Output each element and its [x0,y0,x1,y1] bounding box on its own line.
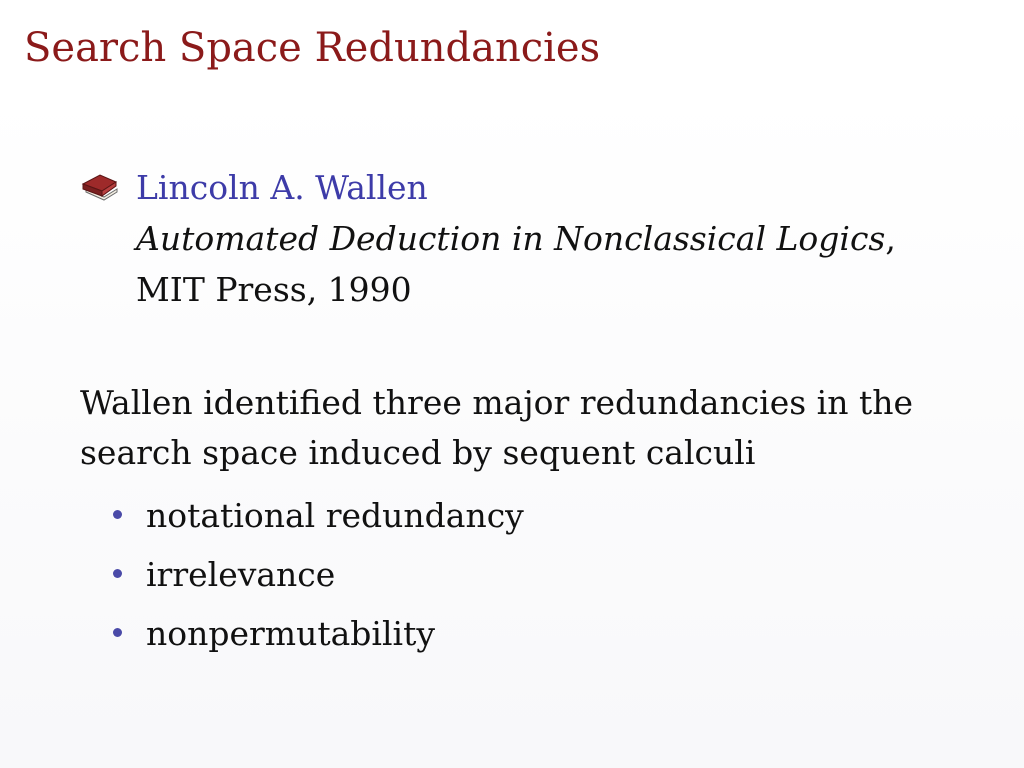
bullet-icon [113,569,122,578]
body-line-2: search space induced by sequent calculi [80,433,756,472]
list-item-label: notational redundancy [146,496,524,535]
list-item-label: nonpermutability [146,614,435,653]
bullet-icon [113,510,122,519]
reference-publisher-year: MIT Press, 1990 [136,270,412,309]
book-icon [80,172,120,202]
bullet-icon [113,628,122,637]
reference-book-title: Automated Deduction in Nonclassical Logics [136,219,886,258]
body-line-1: Wallen identified three major redundancies in the [80,383,914,422]
redundancy-list [110,486,524,663]
slide-title: Search Space Redundancies [24,25,601,71]
list-item [110,604,524,663]
reference-author: Lincoln A. Wallen [136,168,428,207]
list-item [110,545,524,604]
list-item [110,486,524,545]
body-paragraph [80,378,1000,478]
list-item-label: irrelevance [146,555,336,594]
reference-book-comma: , [885,219,896,258]
reference-book-line [136,213,896,264]
